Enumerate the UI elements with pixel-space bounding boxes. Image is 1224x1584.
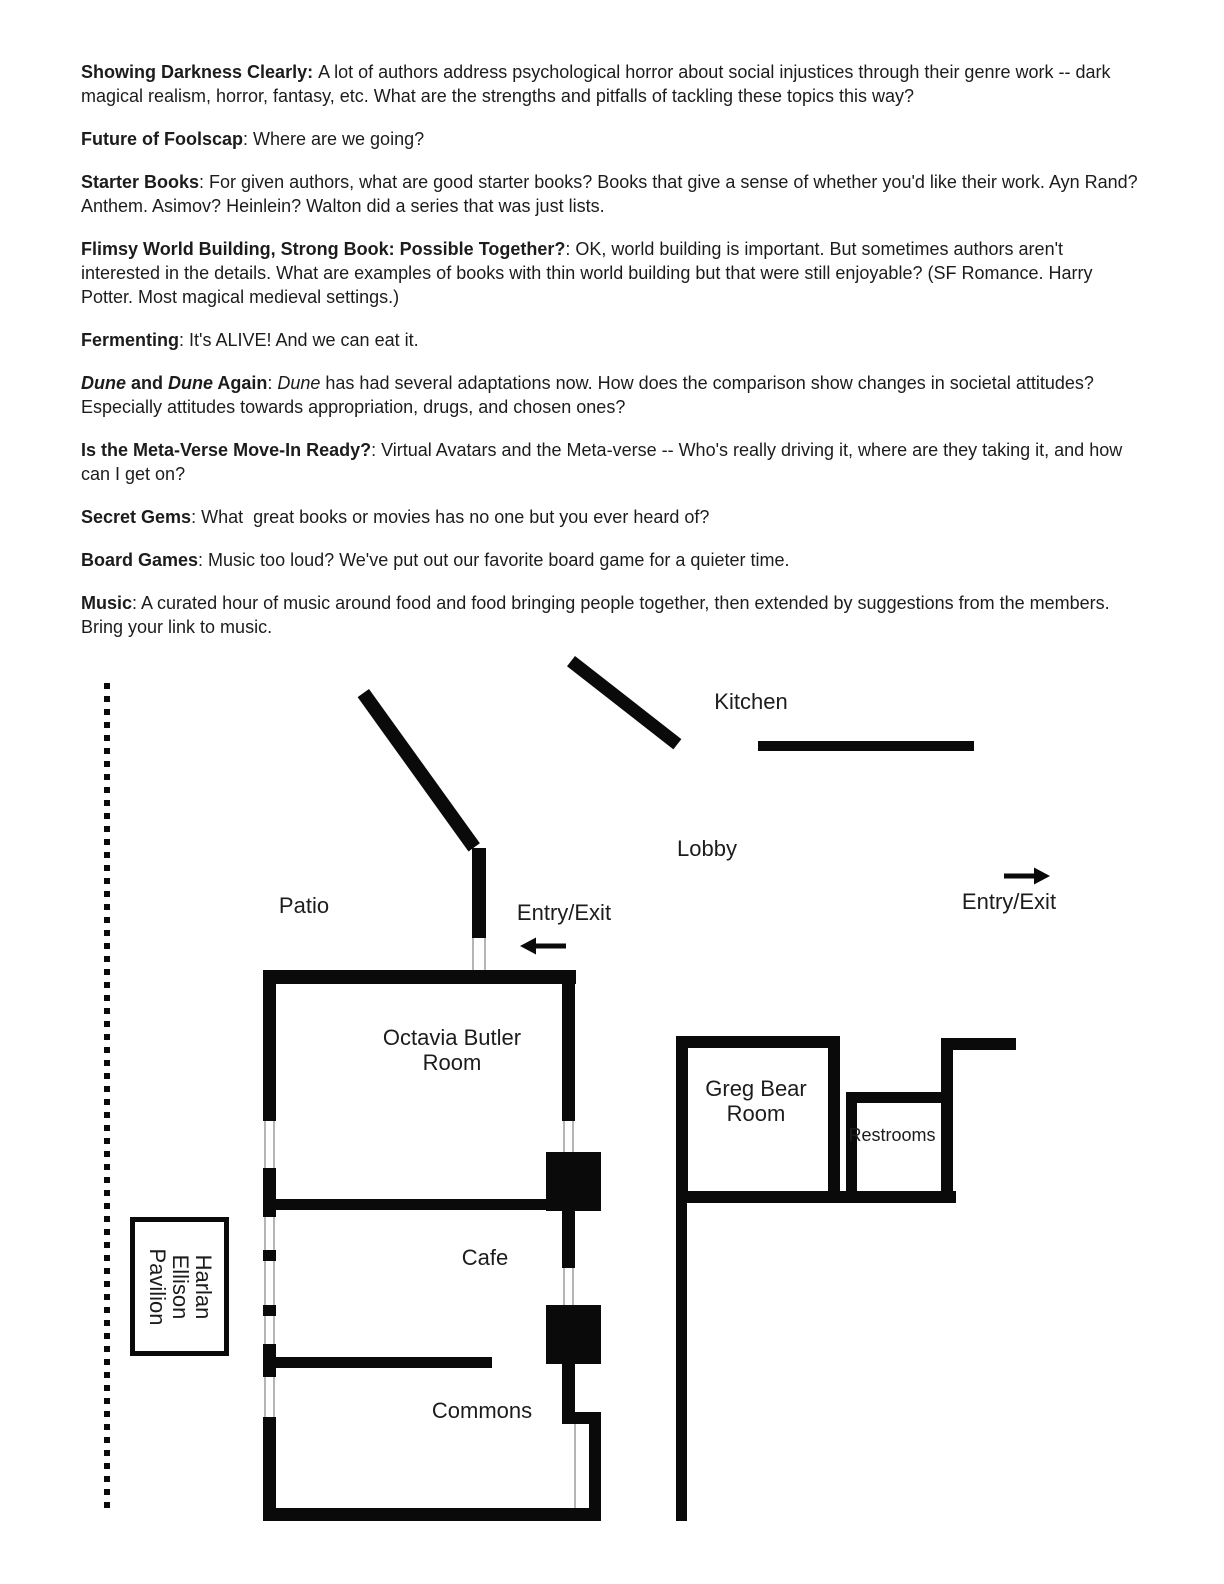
door-frame-entry-right <box>484 938 486 970</box>
wall-kitchen-counter <box>758 741 974 751</box>
label-lobby: Lobby <box>677 836 737 861</box>
door-frame-right <box>563 1121 565 1152</box>
wall-main-left-2 <box>263 1168 276 1217</box>
wall-main-left-3 <box>263 1344 276 1377</box>
entry-exit-arrow-west-icon <box>520 936 568 956</box>
door-frame-commons <box>574 1424 576 1508</box>
door-frame-entry-left <box>472 938 474 970</box>
label-commons: Commons <box>431 1398 533 1423</box>
topic-paragraph: Showing Darkness Clearly: A lot of authors address psychological horror about social injustices through their genre work -- dark magical realism, horror, fantasy, etc. What are the strengths and pitfalls of tackling these topics this way? <box>81 62 1116 106</box>
wall-main-right-3 <box>562 1364 575 1412</box>
wall-restrooms-top <box>846 1092 943 1103</box>
wall-block-stair <box>546 1152 601 1211</box>
label-octavia-butler-room: Octavia Butler Room <box>382 1025 522 1075</box>
wall-block-stair <box>546 1305 601 1364</box>
door-frame-right <box>563 1268 565 1305</box>
wall-corridor-long <box>676 1203 687 1521</box>
wall-gregbear-restrooms-bottom <box>676 1191 956 1203</box>
topic-paragraph: Future of Foolscap: Where are we going? <box>81 129 425 149</box>
door-frame-left <box>273 1377 275 1417</box>
label-entry-exit-east: Entry/Exit <box>961 889 1057 914</box>
wall-main-right-2 <box>562 1211 575 1268</box>
wall-main-left-post-1 <box>263 1250 276 1261</box>
topic-paragraph: Board Games: Music too loud? We've put out our favorite board game for a quieter time. <box>81 550 790 570</box>
entry-exit-arrow-east-icon <box>1002 866 1050 886</box>
label-greg-bear-room: Greg Bear Room <box>705 1076 807 1126</box>
door-frame-left <box>273 1121 275 1168</box>
label-cafe: Cafe <box>461 1245 509 1270</box>
topic-paragraph: Is the Meta-Verse Move-In Ready?: Virtual Avatars and the Meta-verse -- Who's really driving it, where are they taking it, and how can I get on? <box>81 440 1128 484</box>
topic-paragraph: Starter Books: For given authors, what are good starter books? Books that give a sense of whether you'd like their work. Ayn Rand? Anthem. Asimov? Heinlein? Walton did a series that was just lists. <box>81 172 1142 216</box>
wall-main-left-1 <box>263 984 276 1121</box>
label-harlan-ellison-pavilion: Harlan Ellison Pavilion <box>145 1248 216 1326</box>
door-frame-right <box>572 1268 574 1305</box>
topic-paragraph: Dune and Dune Again: Dune has had several adaptations now. How does the comparison show changes in societal attitudes? Especially attitudes towards appropriation, drugs, and chosen ones? <box>81 373 1099 417</box>
wall-main-top <box>263 970 576 984</box>
door-frame-left <box>264 1121 266 1168</box>
door-frame-left <box>264 1217 266 1344</box>
wall-outer-right <box>589 1424 601 1521</box>
wall-octavia-cafe-divider <box>276 1199 548 1210</box>
topic-paragraph: Secret Gems: What great books or movies has no one but you ever heard of? <box>81 507 710 527</box>
topic-paragraph: Flimsy World Building, Strong Book: Possible Together?: OK, world building is important. But sometimes authors aren't interested in the details. What are examples of books with thin world building but that were still enjoyable? (SF Romance. Harry Potter. Most magical medieval settings.) <box>81 239 1098 307</box>
wall-main-bottom <box>263 1508 601 1521</box>
wall-kitchen-diagonal <box>567 656 681 749</box>
wall-main-right-1 <box>562 984 575 1121</box>
wall-lobby-diagonal <box>358 689 480 851</box>
label-patio: Patio <box>278 893 330 918</box>
wall-right-jog <box>562 1412 601 1424</box>
door-frame-left <box>273 1217 275 1344</box>
label-restrooms: Restrooms <box>848 1125 936 1145</box>
wall-lobby-east <box>941 1038 1016 1050</box>
wall-main-left-post-2 <box>263 1305 276 1316</box>
topic-paragraph: Fermenting: It's ALIVE! And we can eat it. <box>81 330 419 350</box>
dotted-boundary-line <box>104 683 110 1512</box>
wall-main-left-4 <box>263 1417 276 1521</box>
topic-paragraph: Music: A curated hour of music around food and food bringing people together, then extended by suggestions from the members. Bring your link to music. <box>81 593 1115 637</box>
label-kitchen: Kitchen <box>714 689 788 714</box>
label-entry-exit-west: Entry/Exit <box>516 900 612 925</box>
wall-cafe-commons-divider <box>276 1357 492 1368</box>
wall-entry-corridor <box>472 848 486 938</box>
door-frame-left <box>264 1377 266 1417</box>
wall-restrooms-right <box>941 1038 953 1191</box>
door-frame-right <box>572 1121 574 1152</box>
